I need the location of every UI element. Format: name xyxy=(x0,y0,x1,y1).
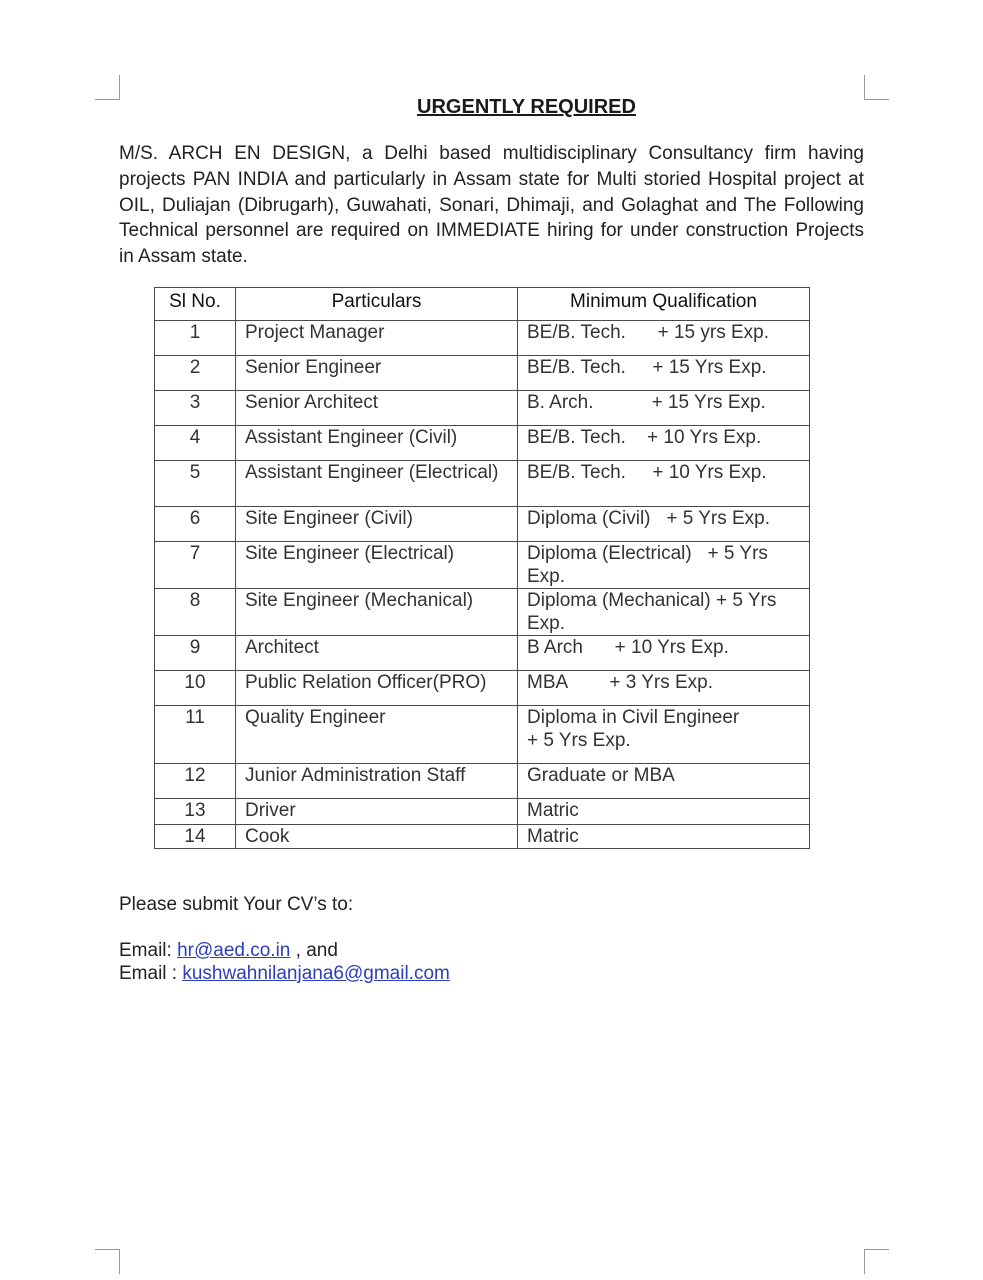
row-sl: 12 xyxy=(155,764,236,799)
row-particular: Junior Administration Staff xyxy=(236,764,518,799)
row-qualification: MBA + 3 Yrs Exp. xyxy=(518,671,810,706)
row-particular: Project Manager xyxy=(236,321,518,356)
row-qualification: B. Arch. + 15 Yrs Exp. xyxy=(518,391,810,426)
row-qualification: Matric xyxy=(518,825,810,849)
table-row xyxy=(155,671,810,706)
row-sl: 9 xyxy=(155,636,236,671)
email-suffix: , and xyxy=(290,940,338,961)
row-qualification: Diploma (Mechanical) + 5 Yrs Exp. xyxy=(518,589,810,636)
row-sl: 6 xyxy=(155,507,236,542)
row-sl: 10 xyxy=(155,671,236,706)
email-label: Email : xyxy=(119,963,183,984)
table-row xyxy=(155,764,810,799)
row-particular: Quality Engineer xyxy=(236,706,518,764)
row-particular: Assistant Engineer (Electrical) xyxy=(236,461,518,507)
intro-paragraph: M/S. ARCH EN DESIGN, a Delhi based multidisciplinary Consultancy firm having projects PAN INDIA and particularly in Assam state for Multi storied Hospital project at OIL, Duliajan (Dibrugarh), Guwahati, Sonari, Dhimaji, and Golaghat and The Following Technical personnel are required on IMMEDIATE hiring for under construction Projects in Assam state. xyxy=(119,143,864,268)
row-sl: 14 xyxy=(155,825,236,849)
row-particular: Site Engineer (Mechanical) xyxy=(236,589,518,636)
table-row xyxy=(155,507,810,542)
row-particular: Senior Architect xyxy=(236,391,518,426)
row-sl: 8 xyxy=(155,589,236,636)
table-row xyxy=(155,542,810,589)
email-line-2 xyxy=(119,962,450,985)
table-row xyxy=(155,321,810,356)
row-particular: Assistant Engineer (Civil) xyxy=(236,426,518,461)
table-row xyxy=(155,636,810,671)
table-row xyxy=(155,825,810,849)
row-sl: 11 xyxy=(155,706,236,764)
row-sl: 5 xyxy=(155,461,236,507)
row-particular: Senior Engineer xyxy=(236,356,518,391)
row-qualification: Diploma in Civil Engineer + 5 Yrs Exp. xyxy=(518,706,810,764)
table-row xyxy=(155,706,810,764)
row-sl: 2 xyxy=(155,356,236,391)
crop-mark-bottom-right xyxy=(864,1249,889,1274)
row-qualification: Diploma (Civil) + 5 Yrs Exp. xyxy=(518,507,810,542)
page-title: URGENTLY REQUIRED xyxy=(417,96,636,118)
row-particular: Public Relation Officer(PRO) xyxy=(236,671,518,706)
crop-mark-bottom-left xyxy=(95,1249,120,1274)
row-qualification: BE/B. Tech. + 10 Yrs Exp. xyxy=(518,461,810,507)
submit-instruction: Please submit Your CV’s to: xyxy=(119,894,354,915)
table-row xyxy=(155,589,810,636)
header-sl-no: Sl No. xyxy=(155,288,236,321)
row-qualification: B Arch + 10 Yrs Exp. xyxy=(518,636,810,671)
row-qualification: BE/B. Tech. + 15 Yrs Exp. xyxy=(518,356,810,391)
row-particular: Site Engineer (Civil) xyxy=(236,507,518,542)
row-sl: 7 xyxy=(155,542,236,589)
email-line-1 xyxy=(119,939,338,962)
header-particulars: Particulars xyxy=(236,288,518,321)
row-sl: 13 xyxy=(155,799,236,825)
table-row xyxy=(155,391,810,426)
row-qualification: Matric xyxy=(518,799,810,825)
row-particular: Site Engineer (Electrical) xyxy=(236,542,518,589)
row-particular: Cook xyxy=(236,825,518,849)
table-header-row xyxy=(155,288,810,321)
row-qualification: BE/B. Tech. + 15 yrs Exp. xyxy=(518,321,810,356)
row-sl: 3 xyxy=(155,391,236,426)
row-sl: 1 xyxy=(155,321,236,356)
email-label: Email: xyxy=(119,940,178,961)
email-link-personal[interactable]: kushwahnilanjana6@gmail.com xyxy=(182,963,450,984)
row-particular: Driver xyxy=(236,799,518,825)
table-row xyxy=(155,461,810,507)
header-minimum-qualification: Minimum Qualification xyxy=(518,288,810,321)
row-qualification: Diploma (Electrical) + 5 Yrs Exp. xyxy=(518,542,810,589)
table-row xyxy=(155,356,810,391)
row-sl: 4 xyxy=(155,426,236,461)
row-qualification: Graduate or MBA xyxy=(518,764,810,799)
requirements-table xyxy=(154,287,810,849)
row-qualification: BE/B. Tech. + 10 Yrs Exp. xyxy=(518,426,810,461)
table-row xyxy=(155,426,810,461)
row-particular: Architect xyxy=(236,636,518,671)
email-link-hr[interactable]: hr@aed.co.in xyxy=(177,940,291,961)
table-row xyxy=(155,799,810,825)
